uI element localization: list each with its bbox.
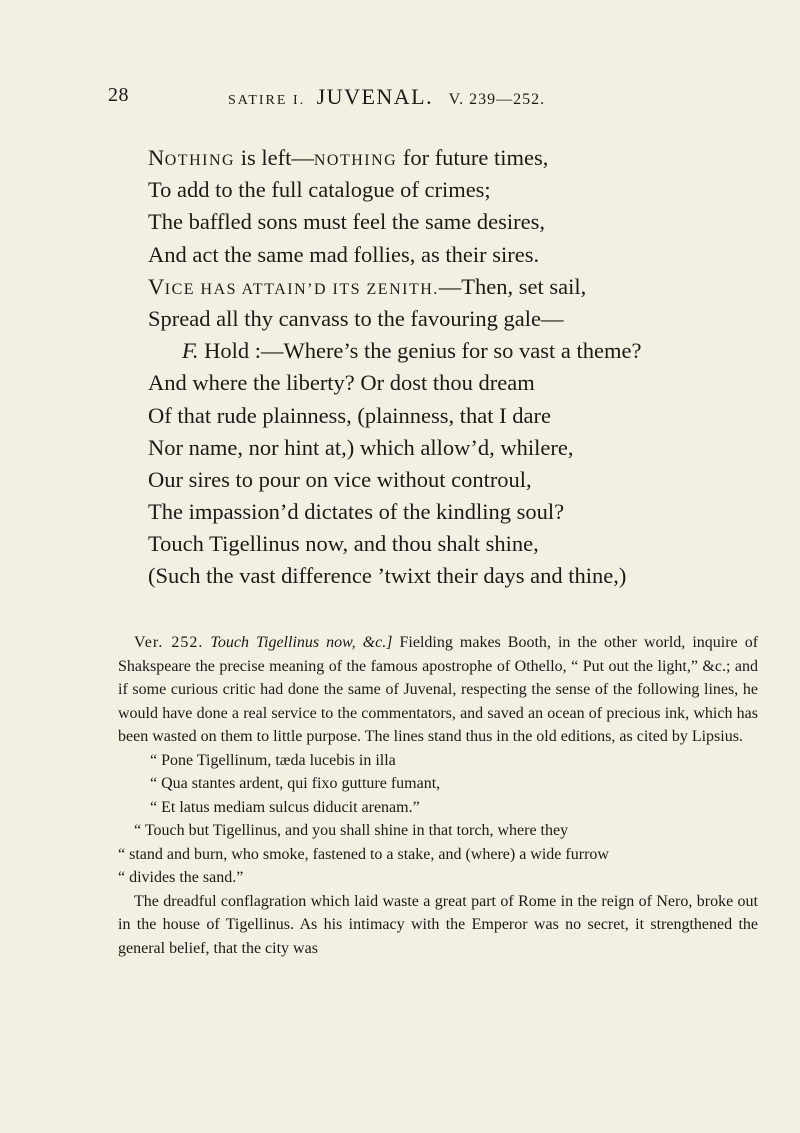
- verse-text: —Then, set sail,: [438, 273, 587, 299]
- translation-line: “ stand and burn, who smoke, fastened to a stake, and (where) a wide furrow: [118, 845, 609, 863]
- page-number: 28: [108, 84, 129, 106]
- note-paragraph: [118, 631, 758, 749]
- translation-line: “ divides the sand.”: [118, 869, 244, 886]
- note-lemma: Touch Tigellinus now, &c.]: [210, 634, 393, 651]
- latin-line: “ Qua stantes ardent, qui fixo gutture fumant,: [150, 775, 441, 792]
- note-paragraph: The dreadful conflagration which laid waste a great part of Rome in the reign of Nero, broke out in the house of Tigellinus. As his intimacy with the Emperor was no secret, it strengthened the general belief, that the city was: [118, 892, 758, 957]
- speaker-label: F.: [182, 338, 199, 364]
- verse-line: Nor name, nor hint at,) which allow’d, whilere,: [148, 434, 574, 460]
- verse-range: V. 239—252.: [448, 91, 546, 108]
- verse-line: (Such the vast difference ’twixt their days and thine,): [148, 563, 627, 589]
- verse-line: Touch Tigellinus now, and thou shalt shine,: [148, 531, 539, 557]
- verse-smallcaps: NOTHING: [313, 152, 398, 169]
- note-label: Ver. 252.: [134, 634, 204, 651]
- verse-line: The impassion’d dictates of the kindling soul?: [148, 499, 565, 525]
- note-text: Fielding makes Booth, in the other world, inquire of Shakspeare the precise meaning of the famous apostrophe of Othello, “ Put out the light,” &c.; and if some curious critic had done the same of Juvenal, respecting the sense of the following lines, he would have done a real service to the commentators, and saved an ocean of precious ink, which has been wasted on them to little purpose. The lines stand thus in the old editions, as cited by Lipsius.: [118, 634, 759, 745]
- verse-line: The baffled sons must feel the same desires,: [148, 209, 545, 235]
- verse-line: [148, 271, 768, 303]
- verse-line: Our sires to pour on vice without controul,: [148, 466, 532, 492]
- author-name: JUVENAL.: [316, 84, 434, 109]
- verse-line: To add to the full catalogue of crimes;: [148, 177, 491, 203]
- verse-text: is left—: [235, 145, 314, 170]
- running-title: [228, 84, 545, 110]
- verse-line: [148, 142, 768, 174]
- verse-text: Hold :—Where’s the genius for so vast a theme?: [198, 338, 642, 364]
- footnote: [118, 631, 758, 960]
- poem-verses: [148, 142, 768, 593]
- verse-line: And act the same mad follies, as their sires.: [148, 241, 540, 267]
- verse-line: [148, 335, 768, 367]
- verse-text: for future times,: [397, 145, 549, 170]
- verse-smallcaps: VICE HAS ATTAIN’D ITS ZENITH.: [148, 273, 439, 299]
- verse-smallcaps: NOTHING: [148, 145, 236, 170]
- running-head: [108, 84, 768, 114]
- latin-line: “ Pone Tigellinum, tæda lucebis in illa: [150, 751, 396, 769]
- translation-line: “ Touch but Tigellinus, and you shall shine in that torch, where they: [134, 822, 569, 839]
- satire-label: SATIRE I.: [228, 93, 306, 108]
- verse-line: Spread all thy canvass to the favouring gale—: [148, 305, 564, 331]
- verse-line: Of that rude plainness, (plainness, that I dare: [148, 402, 552, 428]
- verse-line: And where the liberty? Or dost thou dream: [148, 370, 535, 396]
- latin-line: “ Et latus mediam sulcus diducit arenam.”: [150, 798, 420, 816]
